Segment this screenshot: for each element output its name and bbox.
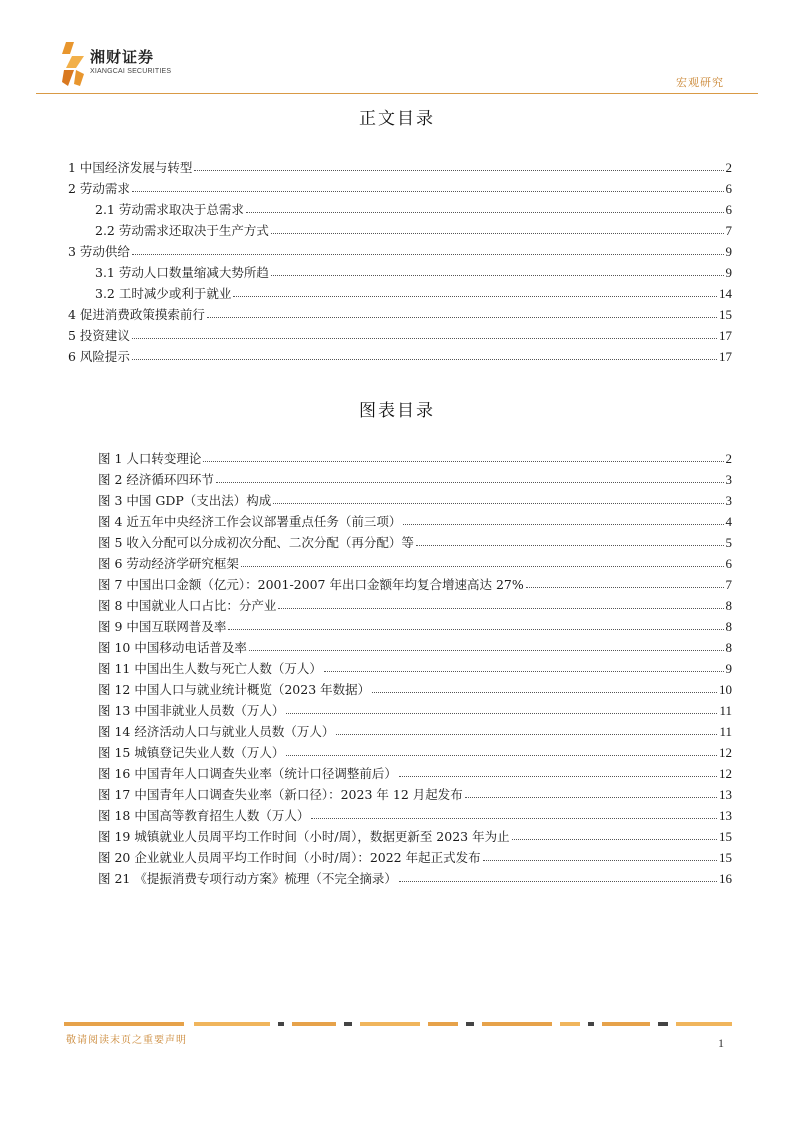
dot-leader <box>194 170 723 171</box>
toc-entry-label: 2.2 劳动需求还取决于生产方式 <box>95 223 269 238</box>
toc-entry-page: 9 <box>725 265 732 280</box>
figure-entry[interactable] <box>98 572 732 593</box>
figure-entry-page: 10 <box>719 682 732 697</box>
toc-entry-label: 3.1 劳动人口数量缩减大势所趋 <box>95 265 269 280</box>
figure-entry-label: 图 11 中国出生人数与死亡人数（万人） <box>98 661 322 676</box>
figure-entry-page: 3 <box>725 493 732 508</box>
toc-entry[interactable] <box>68 155 732 176</box>
figure-entry-page: 8 <box>725 640 732 655</box>
dot-leader <box>233 296 717 297</box>
toc-entry-label: 1 中国经济发展与转型 <box>68 160 193 175</box>
toc-entry-page: 6 <box>725 202 732 217</box>
footer-divider <box>64 1022 732 1026</box>
toc-entry-label: 6 风险提示 <box>68 349 130 364</box>
dot-leader <box>246 212 724 213</box>
dot-leader <box>207 317 717 318</box>
figure-list <box>98 446 732 887</box>
toc-entry-label: 4 促进消费政策摸索前行 <box>68 307 205 322</box>
figure-entry-label: 图 17 中国青年人口调查失业率（新口径）：2023 年 12 月起发布 <box>98 787 463 802</box>
toc-entry-page: 17 <box>719 349 732 364</box>
figure-entry-page: 15 <box>719 850 732 865</box>
toc-entry-label: 5 投资建议 <box>68 328 130 343</box>
figure-entry[interactable] <box>98 488 732 509</box>
toc-entry[interactable] <box>68 197 732 218</box>
figure-entry[interactable] <box>98 467 732 488</box>
company-logo <box>62 42 172 86</box>
toc-entry-page: 6 <box>725 181 732 196</box>
dot-leader <box>132 359 717 360</box>
toc-entry-label: 2 劳动需求 <box>68 181 130 196</box>
figure-entry-label: 图 12 中国人口与就业统计概览（2023 年数据） <box>98 682 371 697</box>
toc-list <box>68 155 732 365</box>
figure-entry[interactable] <box>98 446 732 467</box>
brand-name-en: XIANGCAI SECURITIES <box>90 68 172 75</box>
figure-entry-label: 图 14 经济活动人口与就业人员数（万人） <box>98 724 335 739</box>
figure-entry-label: 图 20 企业就业人员周平均工作时间（小时/周）：2022 年起正式发布 <box>98 850 481 865</box>
figure-entry-page: 11 <box>719 724 732 739</box>
figure-entry-label: 图 7 中国出口金额（亿元）：2001-2007 年出口金额年均复合增速高达 27% <box>98 577 524 592</box>
toc-entry[interactable] <box>68 239 732 260</box>
figure-entry[interactable] <box>98 593 732 614</box>
toc-entry[interactable] <box>68 176 732 197</box>
header-divider <box>36 93 758 94</box>
toc-entry[interactable] <box>68 281 732 302</box>
toc-entry[interactable] <box>68 302 732 323</box>
toc-entry-page: 7 <box>725 223 732 238</box>
figure-entry-page: 5 <box>725 535 732 550</box>
dot-leader <box>271 233 724 234</box>
figure-entry-page: 8 <box>725 598 732 613</box>
figure-entry-page: 12 <box>719 745 732 760</box>
toc-entry-label: 3.2 工时减少或利于就业 <box>95 286 232 301</box>
dot-leader <box>271 275 724 276</box>
dot-leader <box>132 338 717 339</box>
figure-entry-page: 16 <box>719 871 732 886</box>
figure-entry-page: 13 <box>719 808 732 823</box>
toc-entry-page: 15 <box>719 307 732 322</box>
figure-list-title: 图表目录 <box>359 401 435 421</box>
figure-entry[interactable] <box>98 845 732 866</box>
toc-entry[interactable] <box>68 323 732 344</box>
figure-entry[interactable] <box>98 656 732 677</box>
figure-entry[interactable] <box>98 803 732 824</box>
figure-entry-label: 图 8 中国就业人口占比：分产业 <box>98 598 277 613</box>
figure-entry-label: 图 18 中国高等教育招生人数（万人） <box>98 808 310 823</box>
dot-leader <box>203 461 723 462</box>
figure-entry-page: 4 <box>725 514 732 529</box>
dot-leader <box>512 839 717 840</box>
xiangcai-logo-icon <box>62 42 84 86</box>
dot-leader <box>249 650 724 651</box>
dot-leader <box>228 629 723 630</box>
brand-name-cn: 湘财证券 <box>90 48 155 66</box>
report-category: 宏观研究 <box>676 76 724 89</box>
dot-leader <box>416 545 724 546</box>
figure-entry[interactable] <box>98 866 732 887</box>
toc-entry-page: 17 <box>719 328 732 343</box>
dot-leader <box>336 734 717 735</box>
toc-entry-label: 2.1 劳动需求取决于总需求 <box>95 202 244 217</box>
figure-entry[interactable] <box>98 614 732 635</box>
figure-entry[interactable] <box>98 761 732 782</box>
dot-leader <box>241 566 724 567</box>
figure-entry-label: 图 3 中国 GDP（支出法）构成 <box>98 493 272 508</box>
figure-entry-label: 图 10 中国移动电话普及率 <box>98 640 247 655</box>
dot-leader <box>132 254 724 255</box>
dot-leader <box>286 755 717 756</box>
dot-leader <box>399 776 717 777</box>
dot-leader <box>273 503 723 504</box>
figure-entry-label: 图 1 人口转变理论 <box>98 451 202 466</box>
figure-entry[interactable] <box>98 635 732 656</box>
figure-entry-label: 图 5 收入分配可以分成初次分配、二次分配（再分配）等 <box>98 535 414 550</box>
dot-leader <box>465 797 717 798</box>
toc-title: 正文目录 <box>359 109 435 129</box>
figure-entry-label: 图 19 城镇就业人员周平均工作时间（小时/周），数据更新至 2023 年为止 <box>98 829 510 844</box>
toc-entry[interactable] <box>68 218 732 239</box>
dot-leader <box>216 482 724 483</box>
toc-entry-page: 9 <box>725 244 732 259</box>
dot-leader <box>324 671 724 672</box>
disclaimer-notice: 敬请阅读末页之重要声明 <box>66 1035 187 1046</box>
figure-entry-page: 13 <box>719 787 732 802</box>
toc-entry[interactable] <box>68 260 732 281</box>
figure-entry[interactable] <box>98 509 732 530</box>
dot-leader <box>399 881 717 882</box>
figure-entry-page: 12 <box>719 766 732 781</box>
figure-entry-label: 图 4 近五年中央经济工作会议部署重点任务（前三项） <box>98 514 402 529</box>
figure-entry-label: 图 13 中国非就业人员数（万人） <box>98 703 285 718</box>
figure-entry-label: 图 16 中国青年人口调查失业率（统计口径调整前后） <box>98 766 397 781</box>
figure-entry[interactable] <box>98 782 732 803</box>
toc-entry-page: 14 <box>719 286 732 301</box>
figure-entry[interactable] <box>98 530 732 551</box>
figure-entry[interactable] <box>98 719 732 740</box>
page-number: 1 <box>718 1036 724 1050</box>
figure-entry-label: 图 21 《提振消费专项行动方案》梳理（不完全摘录） <box>98 871 397 886</box>
dot-leader <box>311 818 717 819</box>
dot-leader <box>132 191 724 192</box>
figure-entry-page: 8 <box>725 619 732 634</box>
figure-entry-page: 9 <box>725 661 732 676</box>
toc-entry-label: 3 劳动供给 <box>68 244 130 259</box>
figure-entry-page: 6 <box>725 556 732 571</box>
figure-entry-page: 7 <box>725 577 732 592</box>
figure-entry[interactable] <box>98 677 732 698</box>
toc-entry[interactable] <box>68 344 732 365</box>
figure-entry[interactable] <box>98 740 732 761</box>
dot-leader <box>483 860 717 861</box>
figure-entry[interactable] <box>98 551 732 572</box>
figure-entry-label: 图 9 中国互联网普及率 <box>98 619 227 634</box>
figure-entry-label: 图 15 城镇登记失业人数（万人） <box>98 745 285 760</box>
figure-entry-page: 15 <box>719 829 732 844</box>
toc-entry-page: 2 <box>725 160 732 175</box>
figure-entry-label: 图 6 劳动经济学研究框架 <box>98 556 239 571</box>
dot-leader <box>526 587 724 588</box>
figure-entry[interactable] <box>98 698 732 719</box>
figure-entry-page: 11 <box>719 703 732 718</box>
figure-entry-page: 3 <box>725 472 732 487</box>
figure-entry[interactable] <box>98 824 732 845</box>
dot-leader <box>403 524 723 525</box>
dot-leader <box>286 713 717 714</box>
dot-leader <box>278 608 723 609</box>
dot-leader <box>372 692 717 693</box>
figure-entry-label: 图 2 经济循环四环节 <box>98 472 214 487</box>
figure-entry-page: 2 <box>725 451 732 466</box>
